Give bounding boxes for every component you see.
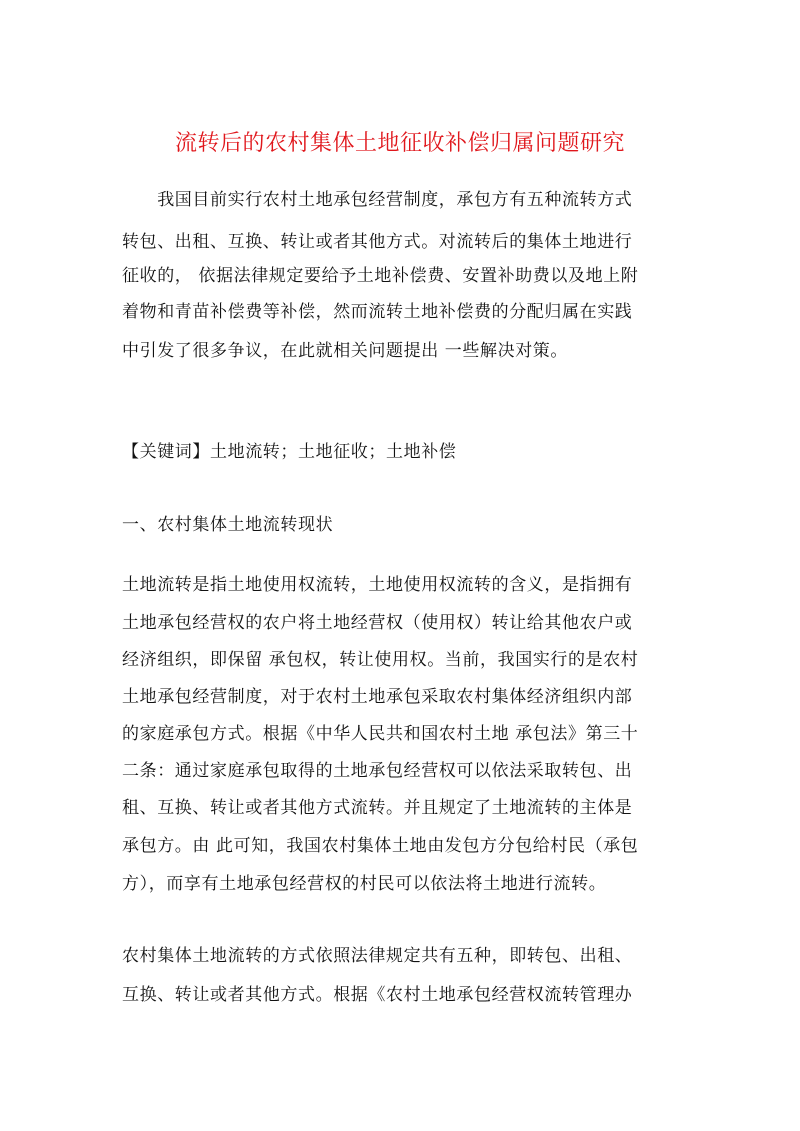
paragraph-line: 农村集体土地流转的方式依照法律规定共有五种，即转包、出租、 [122, 946, 633, 966]
paragraph-line: 互换、转让或者其他方式。根据《农村土地承包经营权流转管理办 [122, 985, 633, 1005]
paragraph-line: 土地承包经营权的农户将土地经营权（使用权）转让给其他农户或 [122, 613, 633, 633]
paragraph-line: 经济组织，即保留 承包权，转让使用权。当前，我国实行的是农村 [122, 650, 639, 670]
paragraph-line: 的家庭承包方式。根据《中华人民共和国农村土地 承包法》第三十 [122, 724, 639, 744]
section-heading: 一、农村集体土地流转现状 [122, 515, 334, 535]
paragraph-line: 土地承包经营制度，对于农村土地承包采取农村集体经济组织内部 [122, 687, 633, 707]
keywords-line: 【关键词】土地流转；土地征收；土地补偿 [122, 442, 457, 462]
abstract-line: 着物和青苗补偿费等补偿，然而流转土地补偿费的分配归属在实践 [122, 302, 633, 322]
paragraph-line: 承包方。由 此可知，我国农村集体土地由发包方分包给村民（承包 [122, 836, 639, 856]
paragraph-line: 土地流转是指土地使用权流转，土地使用权流转的含义，是指拥有 [122, 575, 633, 595]
paragraph-line: 方），而享有土地承包经营权的村民可以依法将土地进行流转。 [122, 874, 607, 894]
abstract-line: 我国目前实行农村土地承包经营制度，承包方有五种流转方式 [122, 190, 633, 210]
abstract-line: 征收的， 依据法律规定要给予土地补偿费、安置补助费以及地上附 [122, 266, 639, 286]
abstract-line: 中引发了很多争议，在此就相关问题提出 一些解决对策。 [122, 341, 569, 361]
paragraph-line: 租、互换、转让或者其他方式流转。并且规定了土地流转的主体是 [122, 798, 633, 818]
paragraph-line: 二条：通过家庭承包取得的土地承包经营权可以依法采取转包、出 [122, 761, 633, 781]
abstract-line: 转包、出租、互换、转让或者其他方式。对流转后的集体土地进行 [122, 232, 633, 252]
document-title: 流转后的农村集体土地征收补偿归属问题研究 [174, 131, 625, 156]
